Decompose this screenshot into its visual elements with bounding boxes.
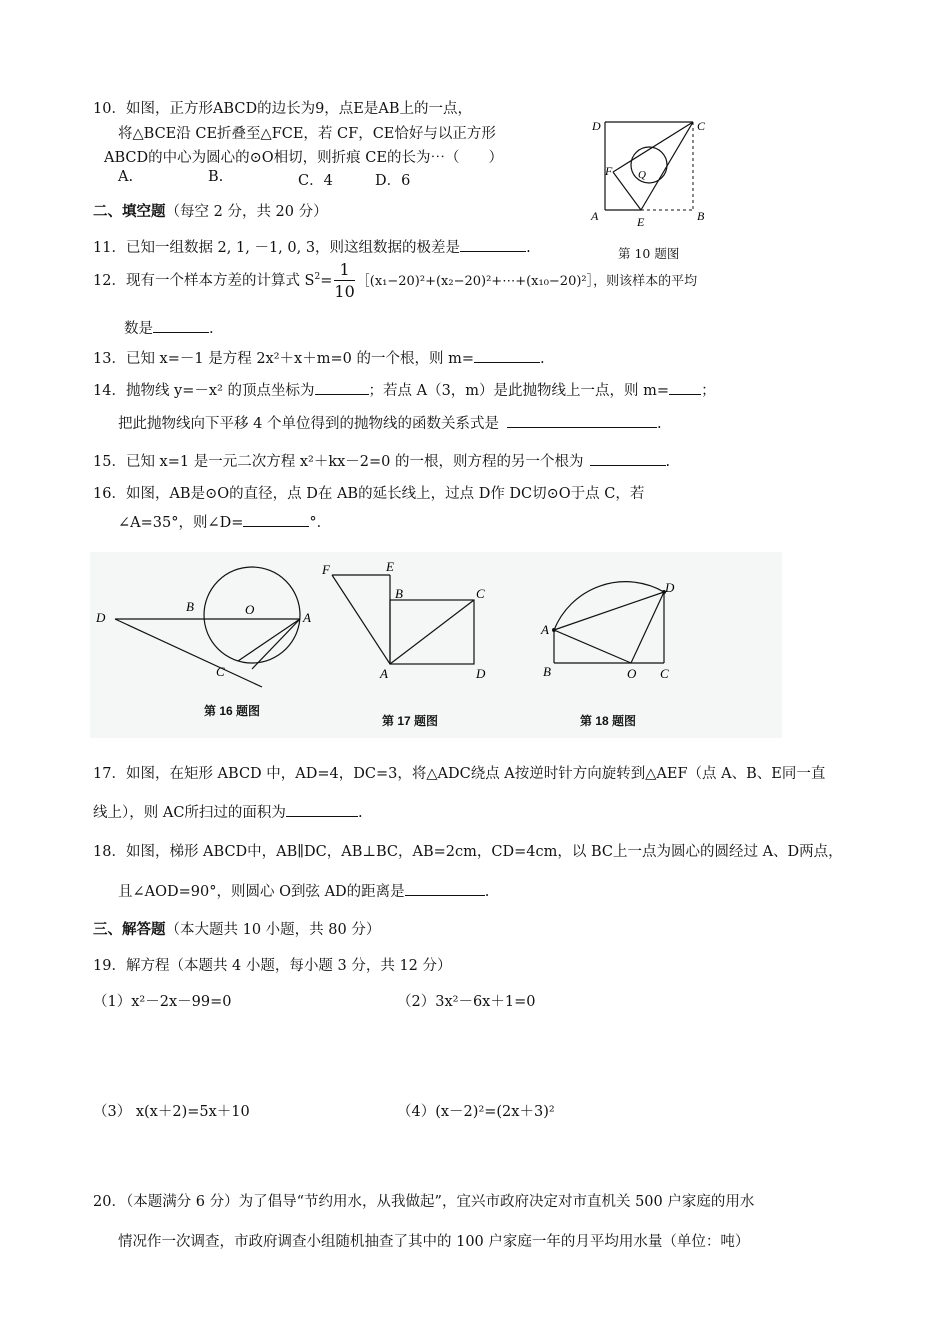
q14-answer-blank-3[interactable] (507, 413, 657, 428)
fig17-caption: 第 17 题图 (382, 714, 439, 728)
q18-line2 (118, 880, 489, 901)
section3-heading (93, 918, 380, 939)
fig18-label-b: B (543, 664, 551, 679)
q13-answer-blank[interactable] (474, 348, 540, 363)
fig10-label-a: A (591, 209, 599, 223)
q14-end: ； (701, 383, 716, 399)
fig17-label-a: A (380, 666, 388, 681)
section2-heading (93, 200, 328, 221)
q12-pre: 12．现有一个样本方差的计算式 S (93, 273, 315, 289)
figure-10 (585, 112, 715, 232)
q10-line1: 10．如图，正方形ABCD的边长为9，点E是AB上的一点， (93, 101, 473, 117)
fig10-label-b: B (697, 209, 705, 223)
q10-option-d: D．6 (375, 173, 411, 189)
q20-line2: 情况作一次调查，市政府调查小组随机抽查了其中的 100 户家庭一年的月平均用水量（单位：吨） (118, 1234, 750, 1250)
q19-part3: （3） x(x＋2)=5x＋10 (93, 1104, 250, 1120)
q10-option-a: A. (118, 169, 134, 185)
q12-eq: = (320, 273, 333, 289)
q16-line2 (118, 511, 331, 532)
q17-line1: 17．如图，在矩形 ABCD 中，AD=4，DC=3，将△ADC绕点 A按逆时针方向旋转到△AEF（点 A、B、E同一直 (93, 766, 826, 782)
fig16-label-c: C (216, 664, 225, 679)
q17-line2 (93, 801, 363, 822)
q12-sup: 2 (314, 272, 321, 283)
fig10-label-f: F (605, 164, 613, 178)
q10-line2: 将△BCE沿 CE折叠至△FCE，若 CF，CE恰好与以正方形 (118, 126, 496, 142)
section2-title: 二、填空题 (93, 203, 166, 220)
q20-line1: 20．（本题满分 6 分）为了倡导“节约用水，从我做起”，宜兴市政府决定对市直机关 500 户家庭的用水 (93, 1194, 755, 1210)
fig16-caption: 第 16 题图 (204, 704, 261, 718)
q16-end: °． (309, 515, 332, 531)
fig17-label-b: B (395, 586, 403, 601)
fig10-label-d: D (592, 119, 601, 133)
q14-mid: ；若点 A（3，m）是此抛物线上一点，则 m= (368, 383, 670, 399)
q15-answer-blank[interactable] (590, 451, 666, 466)
fig16-label-d: D (96, 610, 106, 625)
q14-answer-blank-1[interactable] (315, 380, 369, 395)
q15 (93, 450, 670, 471)
fig16-label-a: A (303, 610, 311, 625)
q11-answer-blank[interactable] (460, 237, 526, 252)
q14-line2-end: . (656, 416, 662, 432)
q14 (93, 379, 716, 400)
q17-answer-blank[interactable] (286, 802, 358, 817)
q10-line3: ABCD的中心为圆心的⊙O相切，则折痕 CE的长为⋯（ ） (104, 150, 503, 166)
q12-line2 (124, 317, 214, 338)
section3-title: 三、解答题 (93, 921, 166, 938)
fig18-label-d: D (665, 580, 675, 595)
section2-note: （每空 2 分，共 20 分） (165, 204, 328, 220)
fig17-label-e: E (386, 559, 394, 574)
fig17-label-f: F (322, 562, 330, 577)
fig17-label-c: C (476, 586, 485, 601)
q14-text: 14．抛物线 y=－x² 的顶点坐标为 (93, 383, 315, 399)
q12-frac-num: 1 (334, 262, 354, 281)
q12-frac-den: 10 (334, 282, 355, 301)
q10-option-c: C．4 (298, 173, 333, 189)
q17-end: . (357, 805, 363, 821)
section3-note: （本大题共 10 小题，共 80 分） (165, 922, 381, 938)
fig10-label-q: Q (638, 169, 646, 181)
q14-line2-text: 把此抛物线向下平移 4 个单位得到的抛物线的函数关系式是 (118, 416, 499, 432)
q10-option-b: B. (208, 169, 224, 185)
q18-end: . (484, 884, 490, 900)
fig18-label-c: C (660, 666, 669, 681)
q11 (93, 236, 531, 257)
q19-part4: （4）(x－2)²=(2x＋3)² (397, 1104, 555, 1120)
q12-post: ［(x₁−20)²+(x₂−20)²+⋯+(x₁₀−20)²］，则该样本的平均 (356, 274, 698, 289)
q18-answer-blank[interactable] (405, 881, 485, 896)
q12-answer-blank[interactable] (153, 318, 209, 333)
fig10-label-c: C (697, 119, 706, 133)
fig10-caption: 第 10 题图 (618, 246, 680, 261)
figures-strip (90, 552, 782, 738)
q12-line2-text: 数是 (124, 321, 153, 337)
q16-line1: 16．如图，AB是⊙O的直径，点 D在 AB的延长线上，过点 D作 DC切⊙O于点 C，若 (93, 486, 645, 502)
figure-18 (535, 552, 735, 692)
fig17-label-d: D (476, 666, 486, 681)
q13-end: . (539, 351, 545, 367)
fig18-caption: 第 18 题图 (580, 714, 637, 728)
q15-end: . (665, 454, 671, 470)
q19-title: 19．解方程（本题共 4 小题，每小题 3 分，共 12 分） (93, 958, 452, 974)
figure-17 (318, 552, 498, 692)
fig18-label-o: O (627, 666, 637, 681)
fig18-label-a: A (541, 622, 549, 637)
q12 (93, 262, 697, 300)
fig16-label-b: B (186, 599, 194, 614)
q13 (93, 347, 545, 368)
q13-text: 13．已知 x=－1 是方程 2x²＋x＋m=0 的一个根，则 m= (93, 351, 474, 367)
q12-fraction (334, 262, 354, 300)
q18-line2-text: 且∠AOD=90°，则圆心 O到弦 AD的距离是 (118, 884, 405, 900)
q18-line1: 18．如图，梯形 ABCD中，AB∥DC，AB⊥BC，AB=2cm，CD=4cm，以 BC上一点为圆心的圆经过 A、D两点， (93, 844, 843, 860)
q19-part2: （2）3x²－6x＋1=0 (397, 994, 536, 1010)
figure-16 (90, 552, 320, 692)
q11-end: . (526, 240, 531, 256)
q12-end: . (209, 321, 214, 337)
q16-answer-blank[interactable] (243, 512, 309, 527)
q14-answer-blank-2[interactable] (669, 380, 701, 395)
q19-part1: （1）x²－2x－99=0 (93, 994, 232, 1010)
q16-line2-text: ∠A=35°，则∠D= (118, 515, 244, 531)
fig10-label-e: E (637, 215, 645, 229)
fig16-label-o: O (245, 602, 255, 617)
q17-line2-text: 线上），则 AC所扫过的面积为 (93, 805, 286, 821)
q15-text: 15．已知 x=1 是一元二次方程 x²＋kx－2=0 的一根，则方程的另一个根为 (93, 454, 584, 470)
q14-line2 (118, 412, 662, 433)
q11-text: 11．已知一组数据 2, 1, －1, 0, 3，则这组数据的极差是 (93, 240, 461, 256)
